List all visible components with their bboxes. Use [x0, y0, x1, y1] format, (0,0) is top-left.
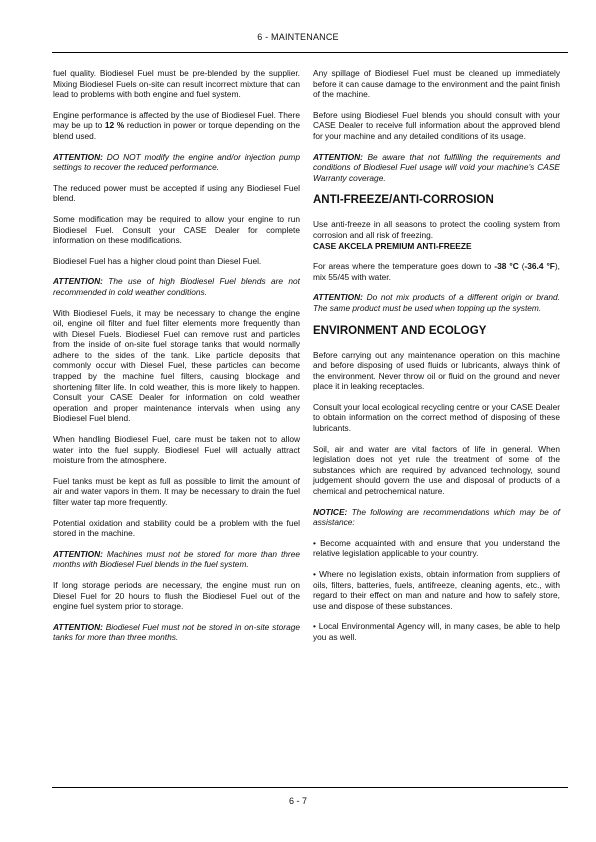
notice-note [313, 507, 560, 528]
paragraph: Potential oxidation and stability could be a problem with the fuel stored in the machine. [53, 517, 300, 539]
paragraph: The reduced power must be accepted if using any Biodiesel Fuel blend. [53, 182, 300, 204]
text-bold: 12 % [104, 120, 125, 131]
page-header-title: 6 - MAINTENANCE [257, 32, 339, 42]
paragraph: Some modification may be required to allow your engine to run Biodiesel Fuel. Consult your CASE Dealer for complete information on these modifications. [53, 213, 300, 246]
paragraph: With Biodiesel Fuels, it may be necessary to change the engine oil, engine oil filter and fuel filter elements more frequently than with Diesel Fuels. Biodiesel Fuel can remove rust and particles from the inside of on-site fuel storage tanks that would normally adhere to the sides of the tank. Like particle deposits that commonly occur with Diesel Fuel, these particles can become trapped by the machine fuel filters, causing blockage and shortening filter life. In cold weather, this is more likely to happen. Consult your CASE Dealer for information on cold weather operation and proper maintenance intervals when using any Biodiesel Fuel blend. [53, 307, 300, 424]
attention-note [53, 549, 300, 570]
bullet-item: • Where no legislation exists, obtain information from suppliers of oils, filters, batteries, fuels, antifreeze, cleaning agents, etc., with regard to their effect on man and nature and how to safely store, use and dispose of these substances. [313, 569, 560, 611]
text-run: ), mix 55/45 with water. [313, 261, 560, 282]
text-run: Use anti-freeze in all seasons to protect the cooling system from corrosion and all risk of freezing. [313, 219, 560, 240]
left-column [53, 68, 300, 653]
attention-label: ATTENTION: [53, 621, 103, 632]
paragraph: Biodiesel Fuel has a higher cloud point than Diesel Fuel. [53, 255, 262, 266]
attention-note [313, 292, 560, 313]
paragraph: When handling Biodiesel Fuel, care must be taken not to allow water into the fuel supply. Biodiesel Fuel will actually attract moisture from the atmosphere. [53, 434, 300, 466]
header-rule [52, 52, 568, 53]
attention-note [313, 152, 560, 184]
paragraph: Before carrying out any maintenance operation on this machine and before disposing of used fluids or lubricants, always think of the environment. Never throw oil or fluid on the ground and never place it in leaking receptacles. [313, 349, 560, 392]
paragraph: Soil, air and water are vital factors of life in general. When legislation does not yet rule the treatment of some of the substances which are required by advanced technology, sound judgement should govern the use and disposal of products of a chemical and petrochemical nature. [313, 443, 560, 497]
attention-text: Machines must not be stored for more than three months with Biodiesel Fuel blends in the fuel system. [53, 548, 300, 570]
attention-label: ATTENTION: [53, 151, 103, 162]
notice-text: The following are recommendations which may be of assistance: [313, 506, 560, 528]
attention-label: ATTENTION: [53, 276, 103, 287]
attention-label: ATTENTION: [313, 151, 363, 162]
text-run: Engine performance is affected by the use of Biodiesel Fuel. There may be up to [53, 109, 300, 131]
paragraph: Before using Biodiesel Fuel blends you should consult with your CASE Dealer to receive full information about the approved blend for your machine and any detailed conditions of its usage. [313, 109, 560, 141]
paragraph: Any spillage of Biodiesel Fuel must be cleaned up immediately before it can cause damage to the environment and the paint finish of the machine. [313, 68, 560, 100]
text-bold: -36.4 °F [524, 261, 555, 272]
attention-note [53, 622, 300, 643]
attention-text: The use of high Biodiesel Fuel blends are not recommended in cold weather conditions. [53, 276, 300, 297]
text-run: reduction in power or torque depending on the blend used. [53, 120, 300, 141]
paragraph: If long storage periods are necessary, the engine must run on Diesel Fuel for 20 hours to flush the Biodiesel Fuel out of the engine fuel system prior to storage. [53, 579, 300, 612]
paragraph [53, 110, 300, 142]
product-name: CASE AKCELA PREMIUM ANTI-FREEZE [313, 240, 472, 251]
paragraph [313, 219, 560, 251]
attention-label: ATTENTION: [53, 548, 103, 559]
attention-text: DO NOT modify the engine and/or injection pump settings to recover the reduced performance. [53, 151, 300, 173]
text-run: ( [518, 261, 525, 272]
paragraph: fuel quality. Biodiesel Fuel must be pre-blended by the supplier. Mixing Biodiesel Fuels on-site can result incorrect mixture that can lead to problems with both engine and fuel system. [53, 68, 300, 100]
text-run: For areas where the temperature goes down to [313, 261, 495, 272]
attention-label: ATTENTION: [313, 292, 363, 303]
bullet-item: • Become acquainted with and ensure that you understand the relative legislation applicable to your country. [313, 537, 560, 559]
paragraph: Fuel tanks must be kept as full as possible to limit the amount of air and water vapors in them. It may be necessary to drain the fuel filter water tap more frequently. [53, 475, 300, 507]
right-column [313, 68, 560, 653]
page-number: 6 - 7 [288, 796, 307, 806]
paragraph [313, 261, 560, 282]
bullet-item: • Local Environmental Agency will, in many cases, be able to help you as well. [313, 621, 560, 642]
paragraph: Consult your local ecological recycling centre or your CASE Dealer to obtain information on the correct method of disposing of these lubricants. [313, 401, 560, 434]
attention-note [53, 276, 300, 297]
notice-label: NOTICE: [313, 506, 348, 517]
section-heading-antifreeze: ANTI-FREEZE/ANTI-CORROSION [313, 194, 494, 207]
attention-text: Biodiesel Fuel must not be stored in on-site storage tanks for more than three months. [53, 621, 300, 643]
attention-text: Be aware that not fulfilling the requirements and conditions of Biodiesel Fuel usage will void your machine’s CASE Warranty coverage. [313, 151, 560, 183]
section-heading-environment: ENVIRONMENT AND ECOLOGY [313, 324, 487, 337]
text-bold: -38 °C [494, 261, 519, 272]
attention-note [53, 152, 300, 173]
footer-rule [52, 787, 568, 788]
attention-text: Do not mix products of a different origin or brand. The same product must be used when topping up the system. [313, 292, 560, 313]
